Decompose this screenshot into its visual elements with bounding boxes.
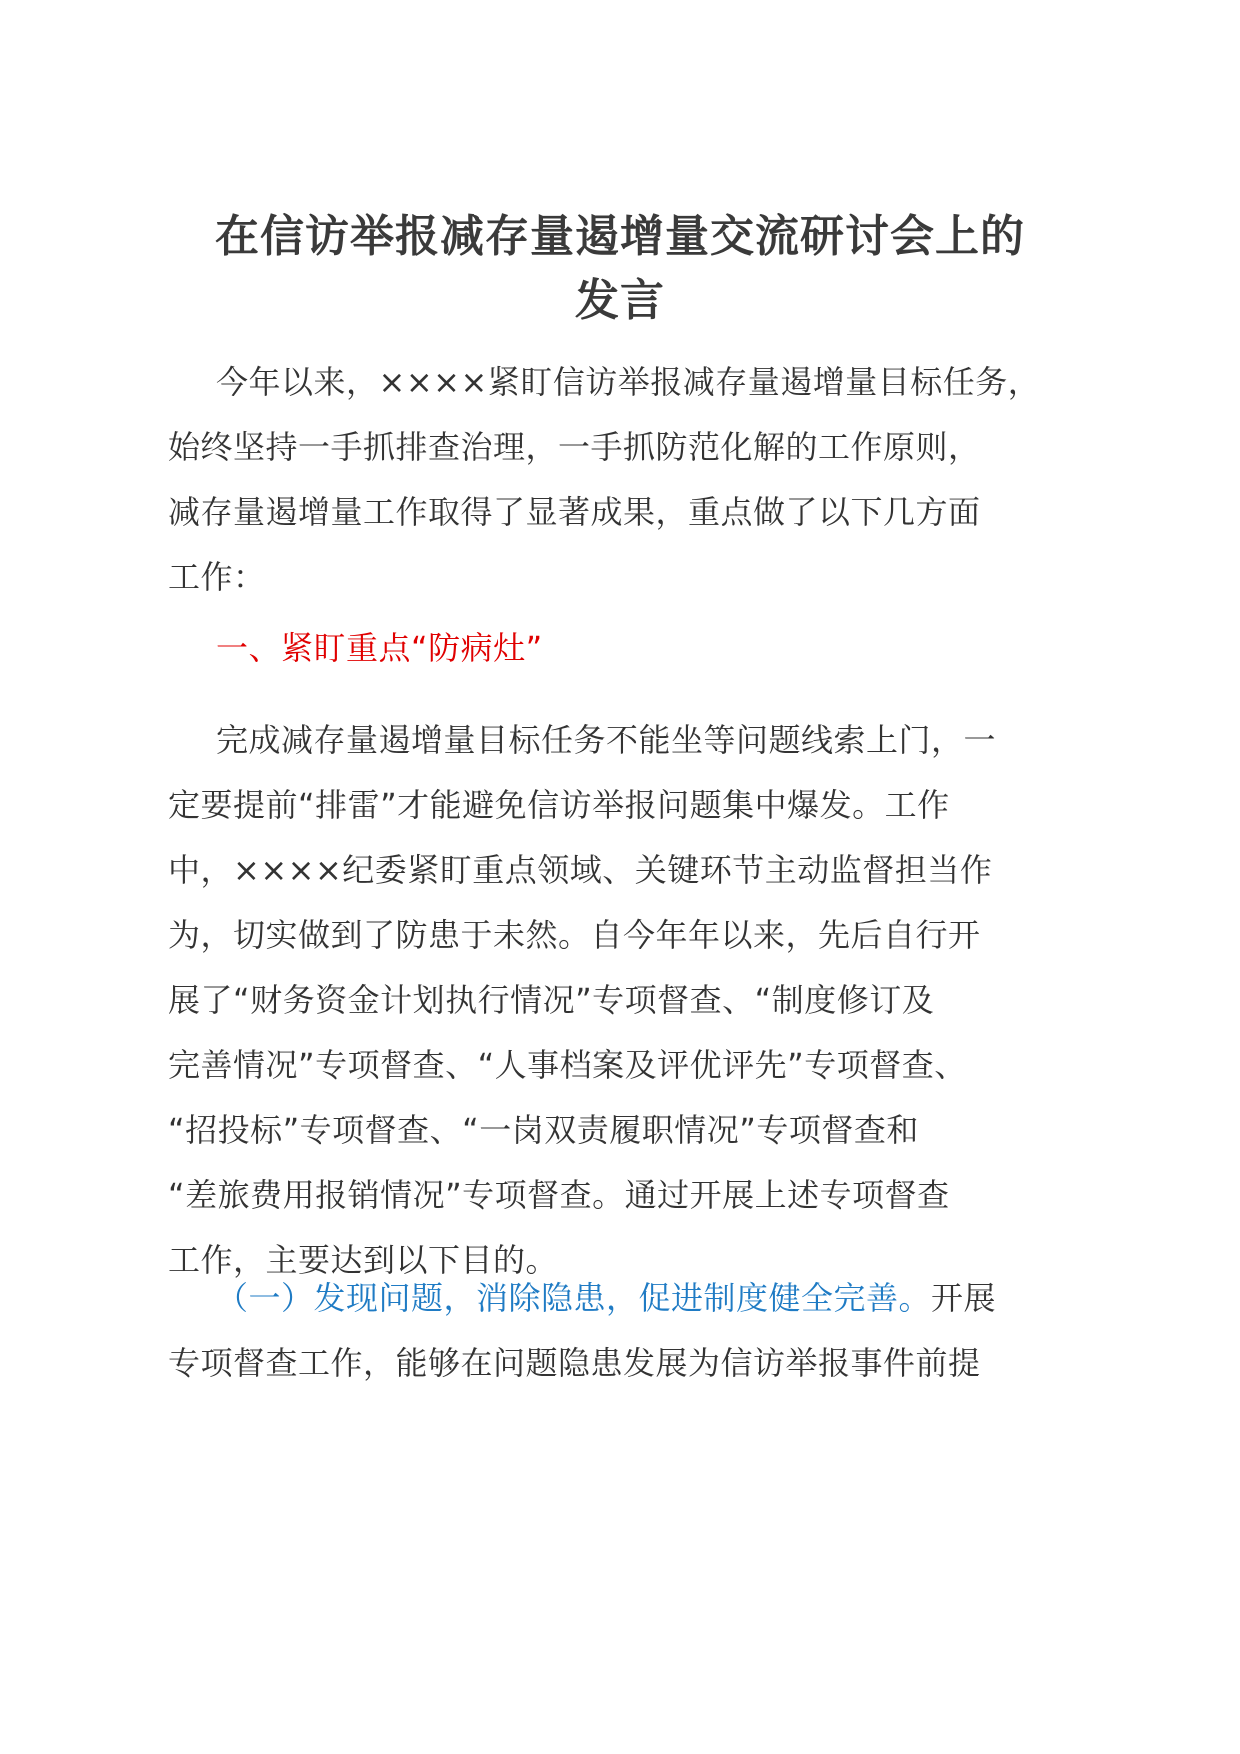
paragraph-line: 中，××××纪委紧盯重点领域、关键环节主动监督担当作 (168, 851, 993, 889)
subsection-1-paragraph (168, 1266, 1068, 1396)
intro-line: 工作： (168, 558, 266, 596)
paragraph-line: 工作，主要达到以下目的。 (168, 1241, 559, 1279)
subsection-first-line-tail: 开展 (931, 1279, 997, 1317)
section-heading-1: 一、紧盯重点“防病灶” (216, 629, 543, 667)
paragraph-line: “招投标”专项督查、“一岗双责履职情况”专项督查和 (168, 1111, 919, 1149)
section-1-paragraph (168, 708, 1068, 1293)
title-line-1: 在信访举报减存量遏增量交流研讨会上的 (215, 211, 1025, 262)
paragraph-line: 完善情况”专项督查、“人事档案及评优评先”专项督查、 (168, 1046, 967, 1084)
subsection-first-line (168, 1266, 1068, 1331)
subsection-heading-1: （一）发现问题，消除隐患，促进制度健全完善。 (216, 1279, 932, 1317)
paragraph-line: 完成减存量遏增量目标任务不能坐等问题线索上门，一 (216, 721, 997, 759)
document-title (160, 205, 1080, 333)
intro-paragraph (168, 350, 1068, 610)
paragraph-line: 展了“财务资金计划执行情况”专项督查、“制度修订及 (168, 981, 935, 1019)
intro-line: 减存量遏增量工作取得了显著成果，重点做了以下几方面 (168, 493, 981, 531)
intro-line: 始终坚持一手抓排查治理，一手抓防范化解的工作原则， (168, 428, 981, 466)
paragraph-line: 定要提前“排雷”才能避免信访举报问题集中爆发。工作 (168, 786, 950, 824)
title-line-2: 发言 (575, 275, 665, 326)
paragraph-line: 专项督查工作，能够在问题隐患发展为信访举报事件前提 (168, 1344, 981, 1382)
paragraph-line: “差旅费用报销情况”专项督查。通过开展上述专项督查 (168, 1176, 950, 1214)
paragraph-line: 为，切实做到了防患于未然。自今年年以来，先后自行开 (168, 916, 981, 954)
intro-line: 今年以来，××××紧盯信访举报减存量遏增量目标任务， (216, 363, 1041, 401)
